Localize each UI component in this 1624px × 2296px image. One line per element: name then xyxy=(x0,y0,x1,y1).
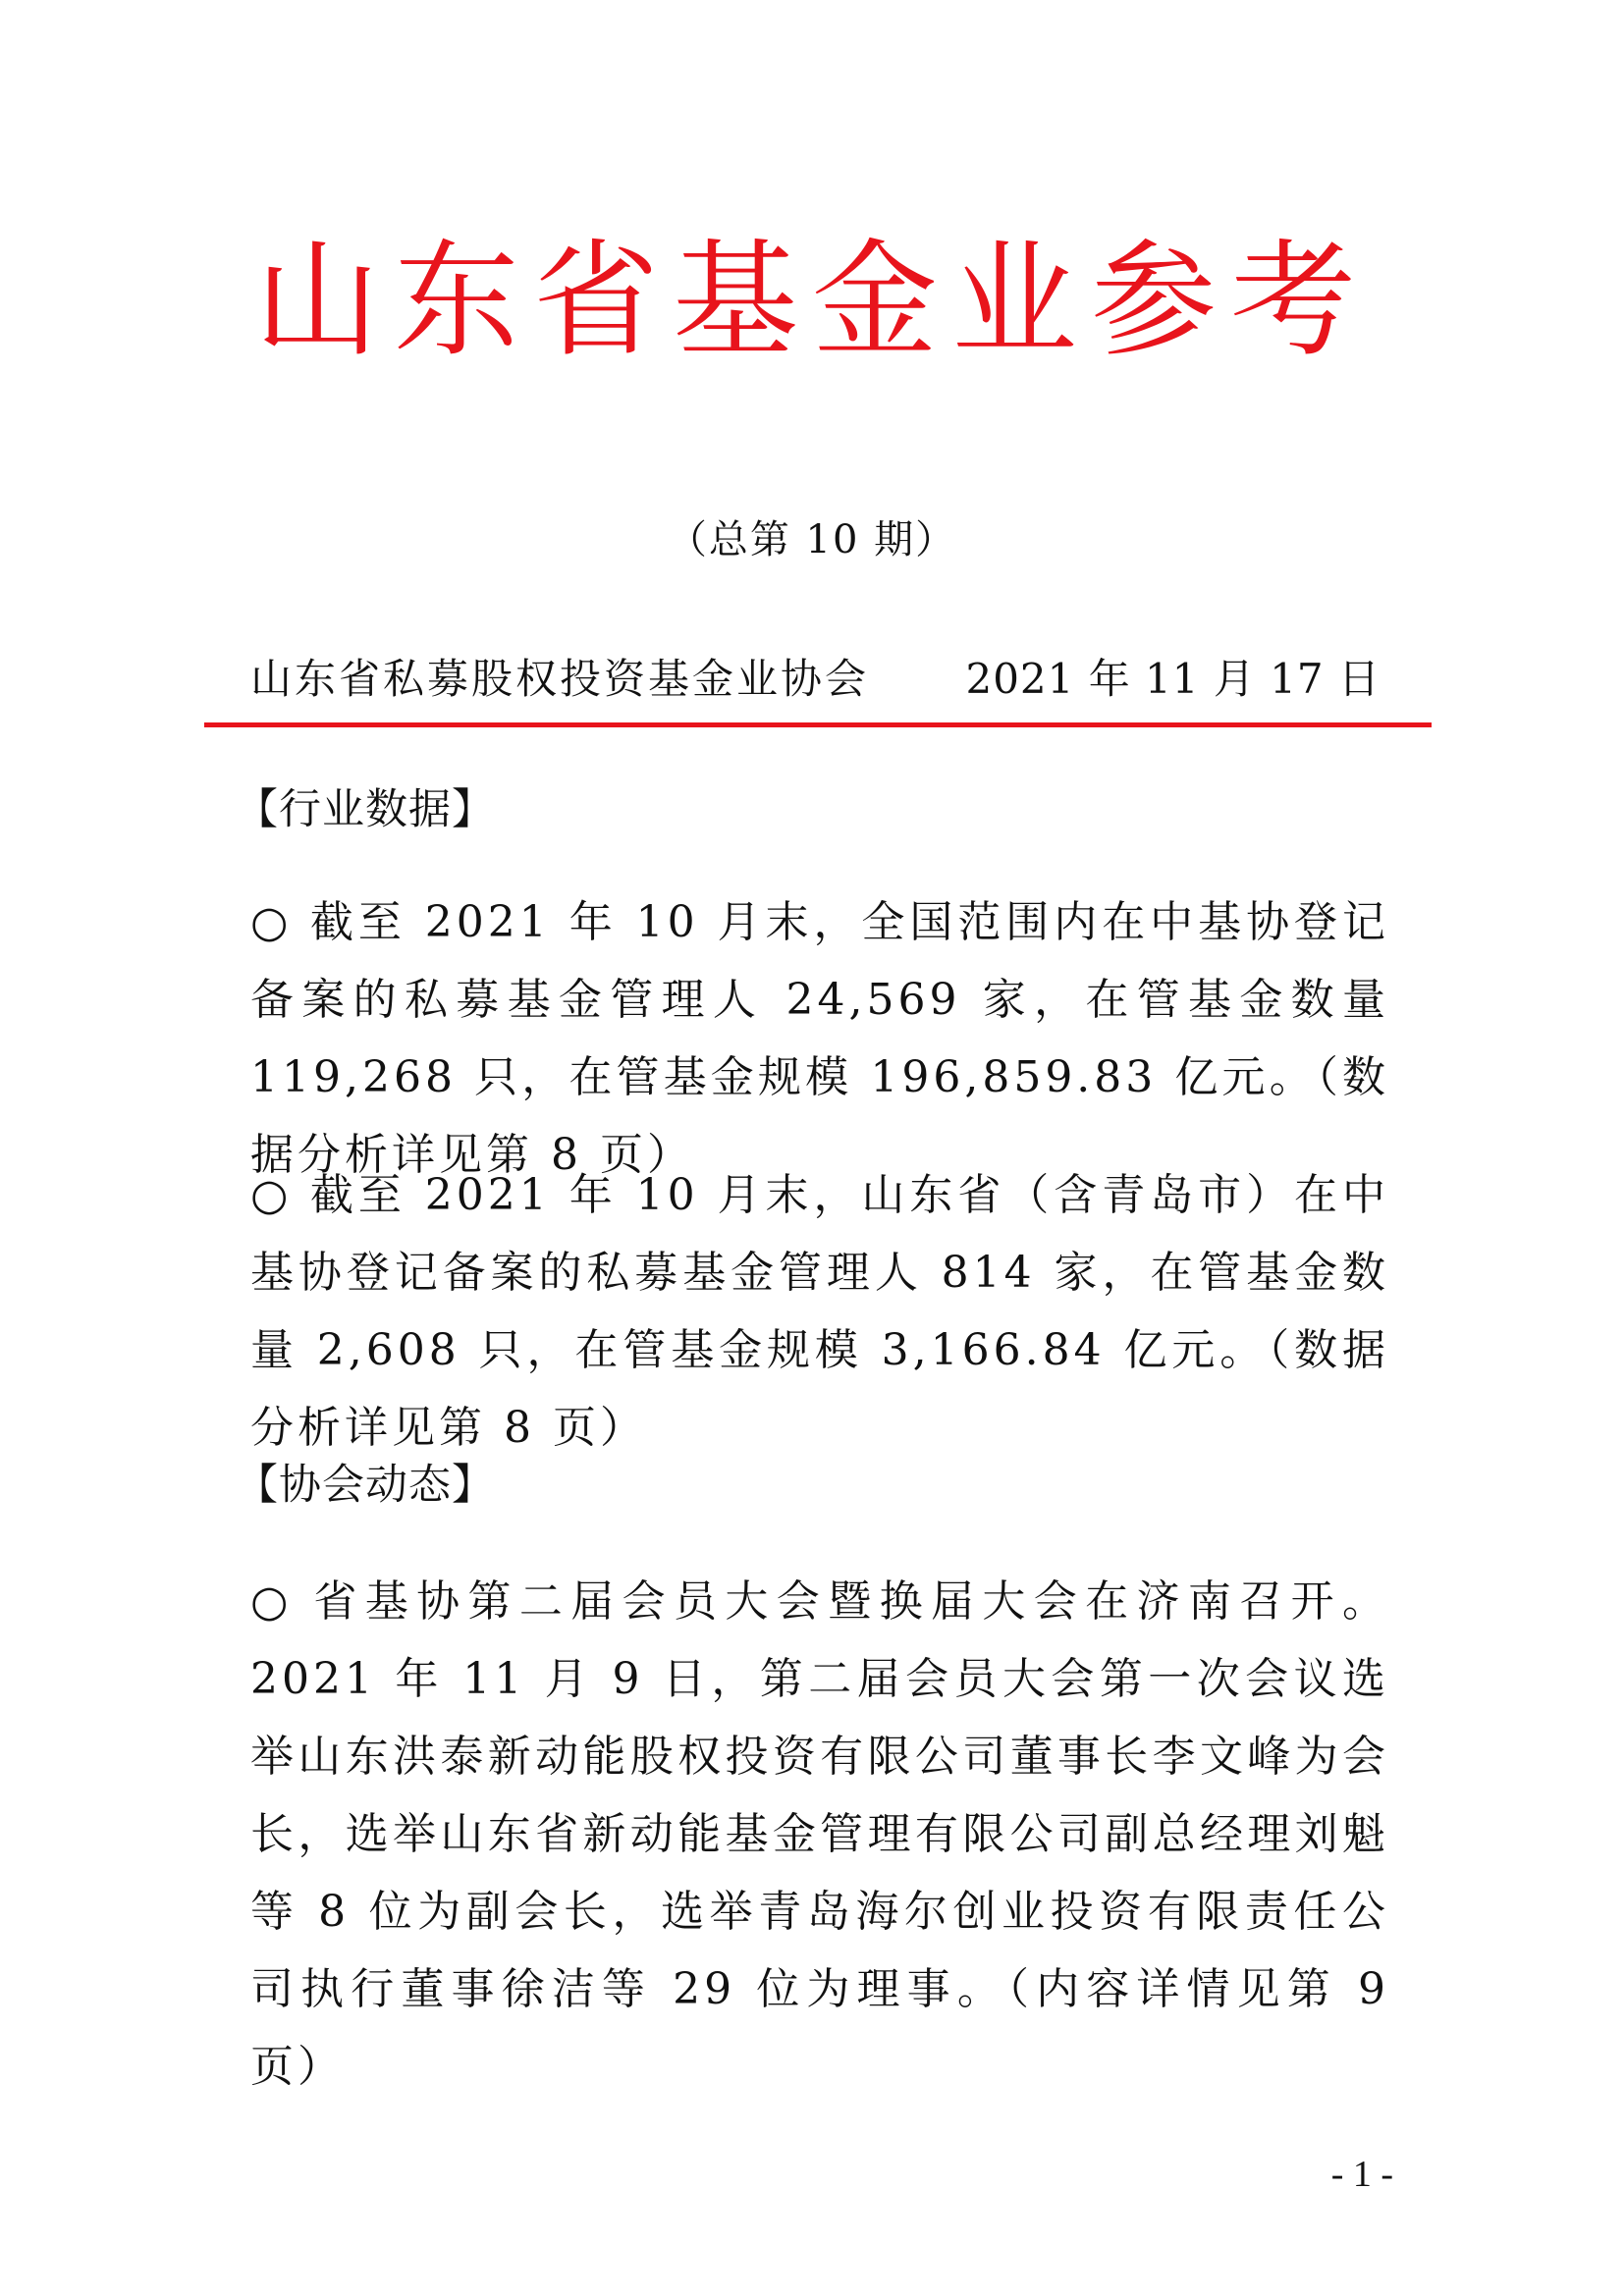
publication-date: 2021 年 11 月 17 日 xyxy=(965,655,1380,703)
publisher-name: 山东省私募股权投资基金业协会 xyxy=(250,655,870,703)
bullet-icon: ○ xyxy=(250,897,293,947)
header-divider xyxy=(204,722,1432,727)
bullet-icon: ○ xyxy=(250,1170,293,1220)
paragraph-association-meeting xyxy=(250,1563,1389,2106)
page-number: - 1 - xyxy=(1330,2154,1393,2195)
paragraph-national-data xyxy=(250,883,1389,1194)
paragraph-text: 省基协第二届会员大会暨换届大会在济南召开。2021 年 11 月 9 日，第二届会员大会第一次会议选举山东洪泰新动能股权投资有限公司董事长李文峰为会长，选举山东省新动能基金管理有限公司副总经理刘魁等 8 位为副会长，选举青岛海尔创业投资有限责任公司执行董事徐洁等 29 位为理事。（内容详情见第 9 页） xyxy=(250,1576,1389,2092)
paragraph-text: 截至 2021 年 10 月末，山东省（含青岛市）在中基协登记备案的私募基金管理人 814 家，在管基金数量 2,608 只，在管基金规模 3,166.84 亿元。（数据分析详见第 8 页） xyxy=(250,1170,1389,1453)
issue-number: （总第 10 期） xyxy=(667,517,957,562)
masthead-title: 山东省基金业参考 xyxy=(253,228,1370,374)
bullet-icon: ○ xyxy=(250,1576,293,1627)
section-heading-industry-data: 【行业数据】 xyxy=(236,785,495,834)
paragraph-text: 截至 2021 年 10 月末，全国范围内在中基协登记备案的私募基金管理人 24,569 家，在管基金数量 119,268 只，在管基金规模 196,859.83 亿元。（数据分析详见第 8 页） xyxy=(250,897,1389,1180)
section-heading-association-news: 【协会动态】 xyxy=(236,1461,495,1510)
paragraph-shandong-data xyxy=(250,1156,1389,1467)
